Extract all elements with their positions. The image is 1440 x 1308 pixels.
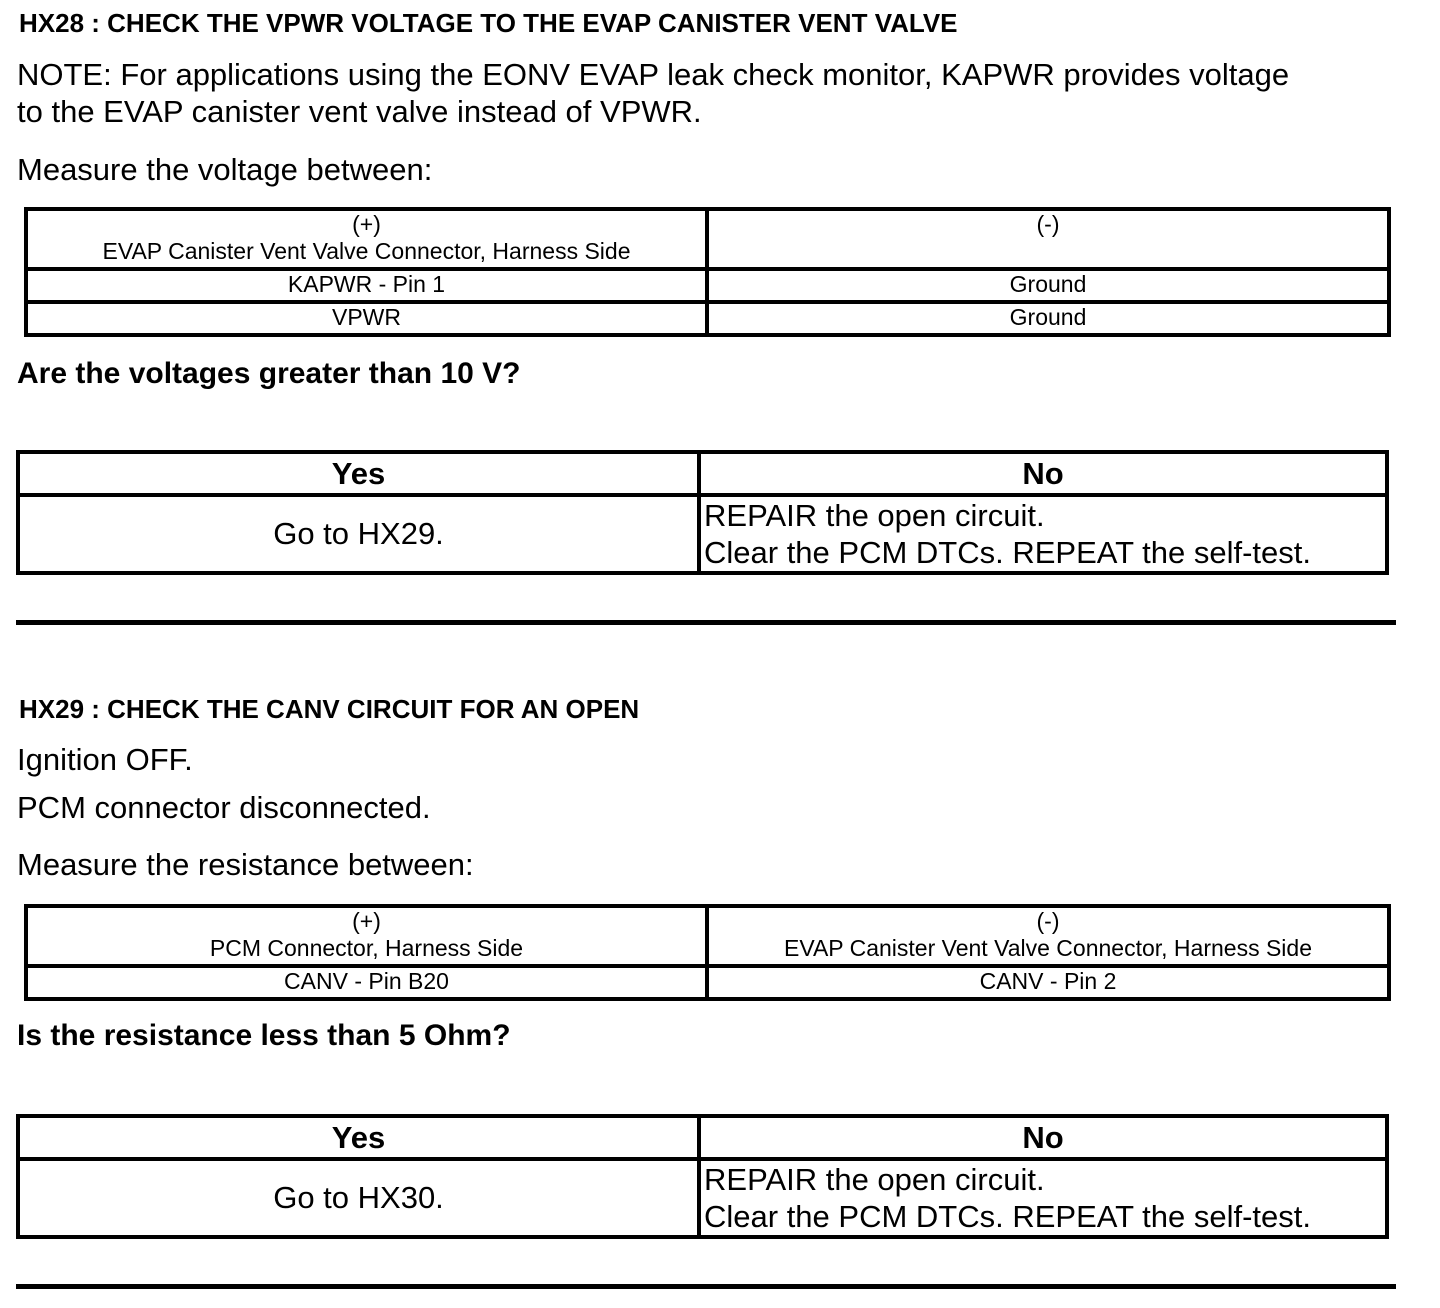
no-action-line2: Clear the PCM DTCs. REPEAT the self-test.: [704, 535, 1311, 570]
pos-subheader: PCM Connector, Harness Side: [209, 935, 524, 961]
yes-action: Go to HX30.: [18, 1159, 699, 1237]
hx29-result-table: [16, 1114, 1389, 1239]
section-divider: [16, 620, 1396, 625]
hx28-measurement-table: [24, 207, 1391, 337]
result-action-row: [18, 495, 1387, 573]
hx28-question: Are the voltages greater than 10 V?: [17, 357, 521, 390]
neg-cell: CANV - Pin 2: [707, 966, 1389, 999]
no-action-line1: REPAIR the open circuit.: [704, 1162, 1045, 1197]
pos-cell: KAPWR - Pin 1: [26, 269, 707, 302]
hx29-step-ignition: Ignition OFF.: [17, 742, 193, 777]
neg-header-cell: [707, 209, 1389, 269]
neg-cell: Ground: [707, 269, 1389, 302]
hx29-measure-instruction: Measure the resistance between:: [17, 847, 474, 882]
neg-cell: Ground: [707, 302, 1389, 335]
pos-header: (+): [352, 908, 381, 934]
hx28-step-title: HX28 : CHECK THE VPWR VOLTAGE TO THE EVAP CANISTER VENT VALVE: [19, 8, 958, 38]
result-header-row: [18, 1116, 1387, 1159]
hx28-result-table: [16, 450, 1389, 575]
no-action-line1: REPAIR the open circuit.: [704, 498, 1045, 533]
yes-action: Go to HX29.: [18, 495, 699, 573]
no-action: [699, 495, 1387, 573]
hx29-step-title: HX29 : CHECK THE CANV CIRCUIT FOR AN OPEN: [19, 694, 640, 724]
table-row: [26, 966, 1389, 999]
pos-cell: VPWR: [26, 302, 707, 335]
neg-header-cell: [707, 906, 1389, 966]
no-action: [699, 1159, 1387, 1237]
section-divider: [16, 1284, 1396, 1289]
hx29-measurement-table: [24, 904, 1391, 1001]
pos-header-cell: [26, 209, 707, 269]
neg-header: (-): [1036, 211, 1060, 237]
no-header: No: [699, 1116, 1387, 1159]
neg-header: (-): [1036, 908, 1060, 934]
hx28-note: [17, 56, 1289, 130]
no-action-line2: Clear the PCM DTCs. REPEAT the self-test.: [704, 1199, 1311, 1234]
neg-subheader: EVAP Canister Vent Valve Connector, Harness Side: [783, 935, 1312, 961]
pos-header: (+): [352, 211, 381, 237]
table-header-row: [26, 906, 1389, 966]
table-row: [26, 269, 1389, 302]
hx29-step-pcm-connector: PCM connector disconnected.: [17, 790, 431, 825]
yes-header: Yes: [18, 1116, 699, 1159]
no-header: No: [699, 452, 1387, 495]
hx28-measure-instruction: Measure the voltage between:: [17, 152, 433, 187]
pos-cell: CANV - Pin B20: [26, 966, 707, 999]
hx29-question: Is the resistance less than 5 Ohm?: [17, 1019, 511, 1052]
hx28-note-line1: NOTE: For applications using the EONV EVAP leak check monitor, KAPWR provides voltage: [17, 57, 1290, 92]
table-header-row: [26, 209, 1389, 269]
pos-header-cell: [26, 906, 707, 966]
table-row: [26, 302, 1389, 335]
hx28-note-line2: to the EVAP canister vent valve instead of VPWR.: [17, 94, 702, 129]
result-action-row: [18, 1159, 1387, 1237]
pos-subheader: EVAP Canister Vent Valve Connector, Harness Side: [102, 238, 631, 264]
result-header-row: [18, 452, 1387, 495]
yes-header: Yes: [18, 452, 699, 495]
